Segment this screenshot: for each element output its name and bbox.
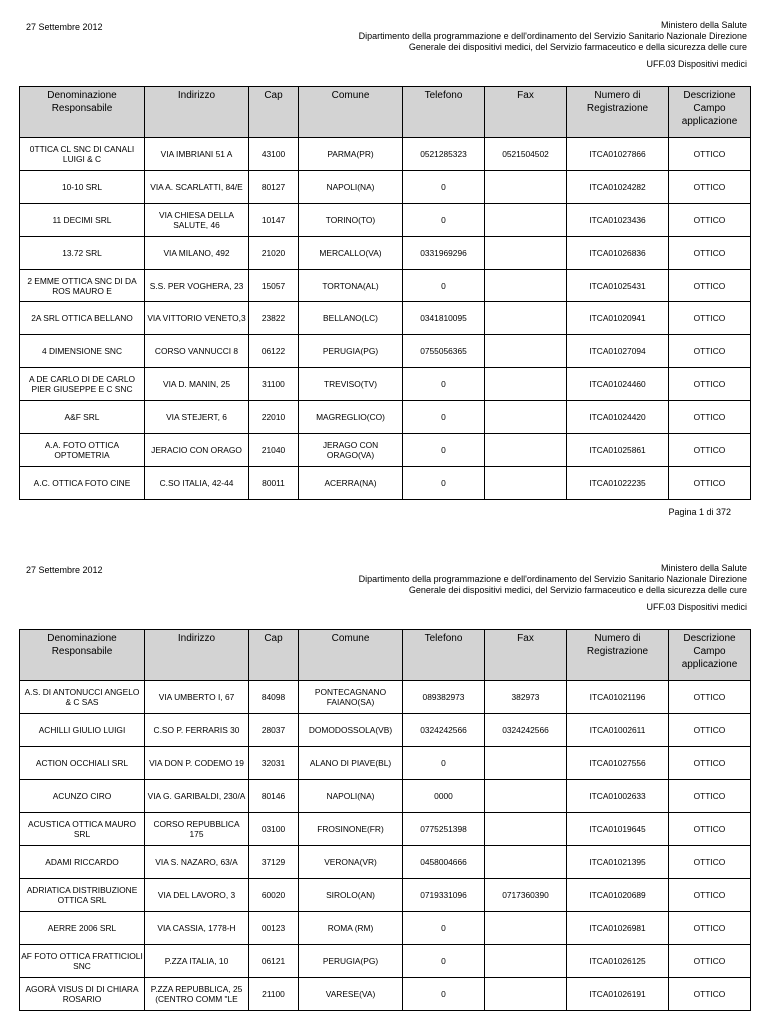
cell-comune: NAPOLI(NA) [299,780,403,813]
cell-descrizione: OTTICO [669,302,751,335]
cell-registrazione: ITCA01027556 [567,747,669,780]
table-row [20,945,751,978]
cell-fax [485,401,567,434]
col-header-registrazione: Numero di Registrazione [567,630,669,681]
cell-registrazione: ITCA01024282 [567,170,669,203]
col-header-descrizione: Descrizione Campo applicazione [669,630,751,681]
cell-indirizzo: VIA VITTORIO VENETO,3 [145,302,249,335]
cell-telefono: 0 [403,912,485,945]
cell-fax [485,170,567,203]
cell-registrazione: ITCA01019645 [567,813,669,846]
cell-indirizzo: VIA CHIESA DELLA SALUTE, 46 [145,203,249,236]
cell-telefono: 0 [403,269,485,302]
cell-comune: PERUGIA(PG) [299,335,403,368]
page-number: Pagina 1 di 372 [668,507,731,517]
cell-indirizzo: VIA A. SCARLATTI, 84/E [145,170,249,203]
cell-denominazione: 2A SRL OTTICA BELLANO [20,302,145,335]
ministry-header [359,20,747,70]
col-header-denominazione: Denominazione Responsabile [20,630,145,681]
department-line-1: Dipartimento della programmazione e dell'ordinamento del Servizio Sanitario Nazionale Direzione [358,31,747,42]
cell-descrizione: OTTICO [669,780,751,813]
cell-telefono: 0 [403,466,485,499]
table-row [20,335,751,368]
cell-registrazione: ITCA01021395 [567,846,669,879]
cell-indirizzo: VIA DEL LAVORO, 3 [145,879,249,912]
table-row [20,879,751,912]
cell-telefono: 0458004666 [403,846,485,879]
col-header-telefono: Telefono [403,630,485,681]
cell-registrazione: ITCA01024460 [567,368,669,401]
cell-fax [485,945,567,978]
cell-fax: 0717360390 [485,879,567,912]
table-row [20,912,751,945]
cell-fax: 382973 [485,681,567,714]
table-row [20,236,751,269]
cell-comune: TORINO(TO) [299,203,403,236]
cell-descrizione: OTTICO [669,681,751,714]
page-date: 27 Settembre 2012 [26,22,103,32]
cell-descrizione: OTTICO [669,335,751,368]
table-row [20,846,751,879]
col-header-cap: Cap [249,87,299,138]
cell-descrizione: OTTICO [669,912,751,945]
cell-descrizione: OTTICO [669,978,751,1011]
cell-denominazione: 13.72 SRL [20,236,145,269]
cell-comune: PARMA(PR) [299,138,403,171]
cell-indirizzo: JERACIO CON ORAGO [145,434,249,467]
cell-cap: 00123 [249,912,299,945]
cell-registrazione: ITCA01021196 [567,681,669,714]
cell-denominazione: ACTION OCCHIALI SRL [20,747,145,780]
cell-denominazione: 4 DIMENSIONE SNC [20,335,145,368]
table-row [20,302,751,335]
table-row [20,780,751,813]
col-header-telefono: Telefono [403,87,485,138]
department-line-1: Dipartimento della programmazione e dell'ordinamento del Servizio Sanitario Nazionale Direzione [358,574,747,585]
cell-comune: PERUGIA(PG) [299,945,403,978]
col-header-indirizzo: Indirizzo [145,87,249,138]
cell-cap: 21020 [249,236,299,269]
cell-indirizzo: P.ZZA REPUBBLICA, 25 (CENTRO COMM "LE [145,978,249,1011]
registry-table [19,629,751,1011]
cell-descrizione: OTTICO [669,368,751,401]
cell-comune: PONTECAGNANO FAIANO(SA) [299,681,403,714]
cell-telefono: 0755056365 [403,335,485,368]
table-row [20,434,751,467]
cell-cap: 21100 [249,978,299,1011]
cell-denominazione: ACUSTICA OTTICA MAURO SRL [20,813,145,846]
cell-comune: NAPOLI(NA) [299,170,403,203]
cell-telefono: 0 [403,401,485,434]
cell-descrizione: OTTICO [669,879,751,912]
cell-comune: BELLANO(LC) [299,302,403,335]
cell-denominazione: ADAMI RICCARDO [20,846,145,879]
cell-comune: JERAGO CON ORAGO(VA) [299,434,403,467]
cell-comune: DOMODOSSOLA(VB) [299,714,403,747]
cell-denominazione: AGORÀ VISUS DI DI CHIARA ROSARIO [20,978,145,1011]
cell-fax [485,269,567,302]
cell-denominazione: A&F SRL [20,401,145,434]
cell-registrazione: ITCA01026836 [567,236,669,269]
cell-descrizione: OTTICO [669,138,751,171]
col-header-denominazione: Denominazione Responsabile [20,87,145,138]
cell-indirizzo: VIA IMBRIANI 51 A [145,138,249,171]
col-header-comune: Comune [299,87,403,138]
cell-denominazione: 2 EMME OTTICA SNC DI DA ROS MAURO E [20,269,145,302]
cell-registrazione: ITCA01025861 [567,434,669,467]
cell-indirizzo: CORSO REPUBBLICA 175 [145,813,249,846]
cell-descrizione: OTTICO [669,846,751,879]
col-header-registrazione: Numero di Registrazione [567,87,669,138]
registry-table [19,86,751,500]
cell-comune: SIROLO(AN) [299,879,403,912]
office-name: UFF.03 Dispositivi medici [646,58,747,69]
cell-comune: VERONA(VR) [299,846,403,879]
cell-fax [485,434,567,467]
cell-indirizzo: VIA DON P. CODEMO 19 [145,747,249,780]
cell-denominazione: ADRIATICA DISTRIBUZIONE OTTICA SRL [20,879,145,912]
cell-denominazione: AERRE 2006 SRL [20,912,145,945]
cell-comune: FROSINONE(FR) [299,813,403,846]
cell-registrazione: ITCA01020941 [567,302,669,335]
cell-descrizione: OTTICO [669,945,751,978]
office-name: UFF.03 Dispositivi medici [646,601,747,612]
cell-telefono: 0331969296 [403,236,485,269]
cell-registrazione: ITCA01026981 [567,912,669,945]
cell-registrazione: ITCA01026191 [567,978,669,1011]
cell-fax [485,978,567,1011]
cell-comune: TORTONA(AL) [299,269,403,302]
col-header-comune: Comune [299,630,403,681]
table-row [20,681,751,714]
cell-fax [485,203,567,236]
table-row [20,747,751,780]
cell-indirizzo: C.SO ITALIA, 42-44 [145,466,249,499]
cell-denominazione: 10-10 SRL [20,170,145,203]
cell-comune: VARESE(VA) [299,978,403,1011]
cell-descrizione: OTTICO [669,170,751,203]
table-row [20,368,751,401]
cell-fax [485,780,567,813]
cell-cap: 80127 [249,170,299,203]
cell-cap: 31100 [249,368,299,401]
cell-registrazione: ITCA01002633 [567,780,669,813]
cell-indirizzo: VIA CASSIA, 1778-H [145,912,249,945]
cell-descrizione: OTTICO [669,203,751,236]
table-header-row [20,87,751,138]
cell-telefono: 0 [403,170,485,203]
col-header-descrizione: Descrizione Campo applicazione [669,87,751,138]
cell-descrizione: OTTICO [669,714,751,747]
cell-telefono: 0775251398 [403,813,485,846]
cell-registrazione: ITCA01020689 [567,879,669,912]
cell-cap: 80146 [249,780,299,813]
col-header-indirizzo: Indirizzo [145,630,249,681]
cell-cap: 06122 [249,335,299,368]
cell-descrizione: OTTICO [669,813,751,846]
cell-fax [485,747,567,780]
cell-denominazione: 0TTICA CL SNC DI CANALI LUIGI & C [20,138,145,171]
cell-comune: TREVISO(TV) [299,368,403,401]
ministry-name: Ministero della Salute [660,20,747,30]
cell-indirizzo: VIA S. NAZARO, 63/A [145,846,249,879]
cell-indirizzo: P.ZZA ITALIA, 10 [145,945,249,978]
ministry-name: Ministero della Salute [660,563,747,573]
table-row [20,401,751,434]
cell-telefono: 0 [403,978,485,1011]
cell-descrizione: OTTICO [669,269,751,302]
cell-indirizzo: S.S. PER VOGHERA, 23 [145,269,249,302]
cell-registrazione: ITCA01026125 [567,945,669,978]
cell-registrazione: ITCA01027866 [567,138,669,171]
cell-denominazione: 11 DECIMI SRL [20,203,145,236]
cell-fax [485,912,567,945]
department-line-2: Generale dei dispositivi medici, del Servizio farmaceutico e della sicurezza delle cure [408,42,747,53]
cell-cap: 60020 [249,879,299,912]
cell-cap: 43100 [249,138,299,171]
cell-comune: ALANO DI PIAVE(BL) [299,747,403,780]
col-header-cap: Cap [249,630,299,681]
cell-comune: ROMA (RM) [299,912,403,945]
cell-descrizione: OTTICO [669,236,751,269]
cell-comune: MAGREGLIO(CO) [299,401,403,434]
cell-indirizzo: VIA MILANO, 492 [145,236,249,269]
cell-cap: 23822 [249,302,299,335]
cell-telefono: 0 [403,368,485,401]
table-row [20,813,751,846]
cell-telefono: 0 [403,747,485,780]
cell-registrazione: ITCA01023436 [567,203,669,236]
cell-fax [485,466,567,499]
cell-cap: 80011 [249,466,299,499]
cell-cap: 32031 [249,747,299,780]
cell-descrizione: OTTICO [669,434,751,467]
page-date: 27 Settembre 2012 [26,565,103,575]
cell-denominazione: ACUNZO CIRO [20,780,145,813]
cell-cap: 37129 [249,846,299,879]
cell-registrazione: ITCA01022235 [567,466,669,499]
cell-fax [485,335,567,368]
cell-descrizione: OTTICO [669,747,751,780]
cell-registrazione: ITCA01002611 [567,714,669,747]
cell-telefono: 0 [403,434,485,467]
cell-telefono: 0521285323 [403,138,485,171]
cell-fax [485,846,567,879]
cell-fax [485,236,567,269]
cell-denominazione: A DE CARLO DI DE CARLO PIER GIUSEPPE E C SNC [20,368,145,401]
cell-registrazione: ITCA01024420 [567,401,669,434]
cell-registrazione: ITCA01027094 [567,335,669,368]
cell-indirizzo: VIA UMBERTO I, 67 [145,681,249,714]
cell-telefono: 0 [403,203,485,236]
cell-cap: 15057 [249,269,299,302]
cell-denominazione: A.S. DI ANTONUCCI ANGELO & C SAS [20,681,145,714]
cell-descrizione: OTTICO [669,401,751,434]
cell-fax [485,368,567,401]
cell-indirizzo: VIA D. MANIN, 25 [145,368,249,401]
cell-telefono: 0341810095 [403,302,485,335]
table-header-row [20,630,751,681]
cell-cap: 28037 [249,714,299,747]
cell-cap: 10147 [249,203,299,236]
table-row [20,714,751,747]
cell-fax [485,302,567,335]
cell-indirizzo: VIA STEJERT, 6 [145,401,249,434]
cell-telefono: 0 [403,945,485,978]
cell-comune: ACERRA(NA) [299,466,403,499]
cell-cap: 84098 [249,681,299,714]
cell-registrazione: ITCA01025431 [567,269,669,302]
cell-cap: 03100 [249,813,299,846]
cell-denominazione: ACHILLI GIULIO LUIGI [20,714,145,747]
cell-telefono: 0324242566 [403,714,485,747]
cell-telefono: 0719331096 [403,879,485,912]
cell-denominazione: AF FOTO OTTICA FRATTICIOLI SNC [20,945,145,978]
cell-fax: 0521504502 [485,138,567,171]
department-line-2: Generale dei dispositivi medici, del Servizio farmaceutico e della sicurezza delle cure [408,585,747,596]
table-row [20,170,751,203]
cell-indirizzo: C.SO P. FERRARIS 30 [145,714,249,747]
cell-telefono: 089382973 [403,681,485,714]
cell-indirizzo: CORSO VANNUCCI 8 [145,335,249,368]
table-row [20,203,751,236]
cell-fax [485,813,567,846]
cell-cap: 22010 [249,401,299,434]
cell-indirizzo: VIA G. GARIBALDI, 230/A [145,780,249,813]
cell-fax: 0324242566 [485,714,567,747]
table-row [20,269,751,302]
table-row [20,978,751,1011]
cell-denominazione: A.A. FOTO OTTICA OPTOMETRIA [20,434,145,467]
table-row [20,466,751,499]
cell-cap: 21040 [249,434,299,467]
cell-descrizione: OTTICO [669,466,751,499]
cell-comune: MERCALLO(VA) [299,236,403,269]
col-header-fax: Fax [485,630,567,681]
table-row [20,138,751,171]
cell-denominazione: A.C. OTTICA FOTO CINE [20,466,145,499]
cell-cap: 06121 [249,945,299,978]
col-header-fax: Fax [485,87,567,138]
ministry-header [359,563,747,613]
cell-telefono: 0000 [403,780,485,813]
